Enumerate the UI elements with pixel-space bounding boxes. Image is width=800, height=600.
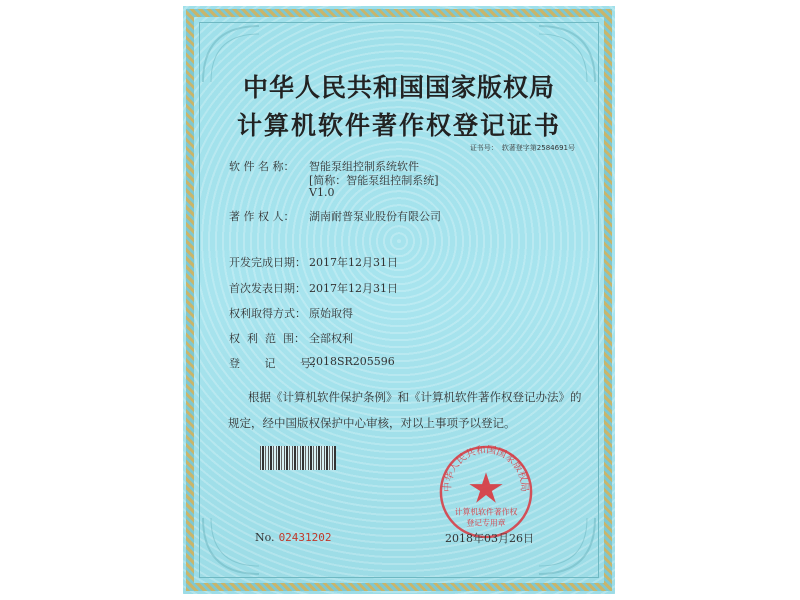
field-publication-date <box>229 280 398 296</box>
issue-date: 2018年03月26日 <box>445 532 534 545</box>
field-value: 湖南耐普泵业股份有限公司 <box>309 210 441 223</box>
legal-statement-line-2: 规定，经中国版权保护中心审核，对以上事项予以登记。 <box>228 416 516 430</box>
field-value: 2017年12月31日 <box>309 256 398 269</box>
certificate-title: 计算机软件著作权登记证书 <box>236 111 561 140</box>
field-label: 权利取得方式： <box>229 307 306 320</box>
serial-number-value: 02431202 <box>278 531 332 544</box>
official-seal <box>437 443 535 541</box>
legal-statement-line-1: 根据《计算机软件保护条例》和《计算机软件著作权登记办法》的 <box>248 390 582 404</box>
field-value: 2018SR205596 <box>309 355 395 368</box>
seal-line-1: 计算机软件著作权 <box>454 507 518 517</box>
field-label: 软 件 名 称： <box>229 160 295 173</box>
field-value: V1.0 <box>309 186 335 199</box>
field-value: [简称：智能泵组控制系统] <box>309 174 439 187</box>
field-label: 开发完成日期： <box>229 256 306 269</box>
field-value: 智能泵组控制系统软件 <box>309 160 419 173</box>
field-acquisition-method <box>229 305 353 321</box>
certificate-number <box>466 143 575 153</box>
field-label: 首次发表日期： <box>229 282 306 295</box>
corner-ornament-icon <box>201 516 261 576</box>
seal-ring-text: 中华人民共和国国家版权局 <box>442 444 530 492</box>
field-label: 权 利 范 围： <box>229 332 305 345</box>
barcode <box>260 446 336 470</box>
field-registration-number <box>229 355 395 371</box>
field-completion-date <box>229 254 398 270</box>
field-label: 著 作 权 人： <box>229 210 295 223</box>
serial-number <box>255 531 332 544</box>
field-version <box>229 186 334 199</box>
field-rights-scope <box>229 330 353 346</box>
serial-number-label: No. <box>255 531 275 544</box>
field-copyright-owner <box>229 208 441 224</box>
field-value: 原始取得 <box>309 307 353 320</box>
field-value: 全部权利 <box>309 332 353 345</box>
issuing-authority: 中华人民共和国国家版权局 <box>242 73 555 102</box>
field-label: 登 记 号： <box>229 357 322 370</box>
certificate-number-label: 证书号： <box>469 144 498 152</box>
corner-ornament-icon <box>537 516 597 576</box>
certificate <box>183 6 615 594</box>
field-value: 2017年12月31日 <box>309 282 398 295</box>
seal-line-2: 登记专用章 <box>466 518 506 528</box>
certificate-number-value: 软著登字第2584691号 <box>501 144 575 152</box>
